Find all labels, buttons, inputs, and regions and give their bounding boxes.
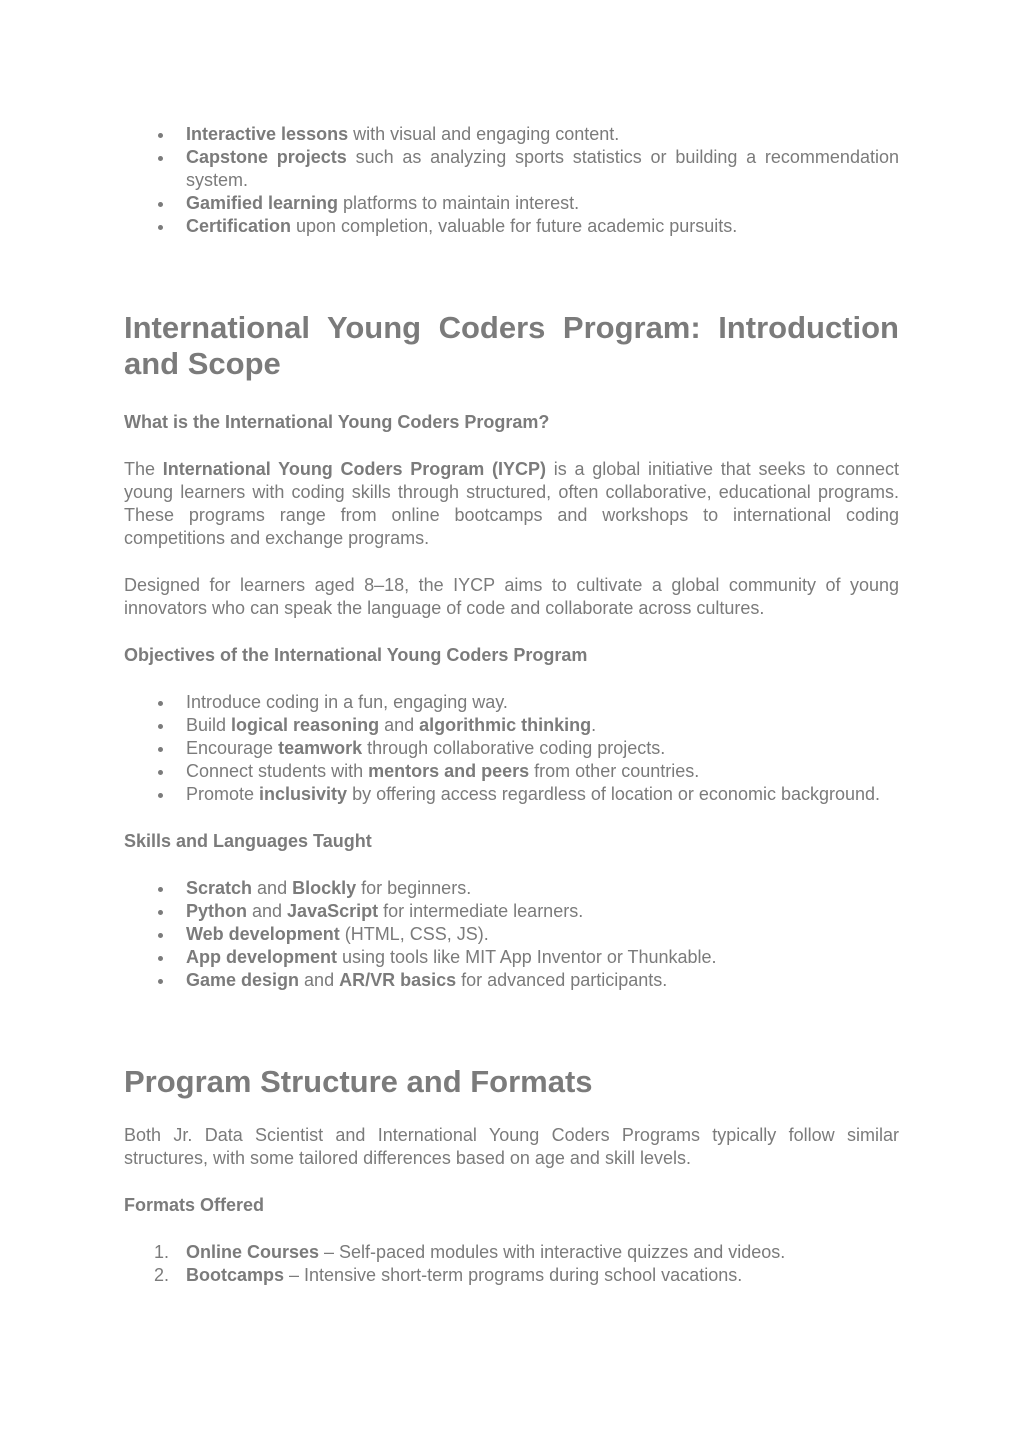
bullet-icon (158, 956, 163, 961)
bullet-icon (158, 770, 163, 775)
list-item: App development using tools like MIT App Inventor or Thunkable. (124, 946, 899, 969)
list-item: Certification upon completion, valuable for future academic pursuits. (124, 215, 899, 238)
bullet-icon (158, 910, 163, 915)
subheading-what-is-iycp: What is the International Young Coders Program? (124, 412, 550, 432)
subheading-objectives: Objectives of the International Young Coders Program (124, 645, 588, 665)
list-item: 1. Online Courses – Self-paced modules with interactive quizzes and videos. (154, 1242, 786, 1262)
bullet-icon (158, 979, 163, 984)
paragraph-structure: Both Jr. Data Scientist and International Young Coders Programs typically follow similar structures, with some tailored differences based on age and skill levels. (124, 1125, 899, 1168)
bullet-icon (158, 202, 163, 207)
bullet-icon (158, 701, 163, 706)
list-item: Gamified learning platforms to maintain interest. (124, 192, 899, 215)
bullet-icon (158, 225, 163, 230)
document-page (124, 120, 899, 1287)
bullet-icon (158, 747, 163, 752)
list-item: Interactive lessons with visual and engaging content. (124, 123, 899, 146)
subheading-skills: Skills and Languages Taught (124, 831, 372, 851)
list-item: 2. Bootcamps – Intensive short-term programs during school vacations. (154, 1265, 743, 1285)
objectives-list (124, 691, 899, 806)
list-item: Game design and AR/VR basics for advanced participants. (124, 969, 899, 992)
skills-list (124, 877, 899, 992)
paragraph-iycp-audience: Designed for learners aged 8–18, the IYCP aims to cultivate a global community of young innovators who can speak the language of code and collaborate across cultures. (124, 575, 899, 618)
subheading-formats: Formats Offered (124, 1195, 265, 1215)
list-item: Encourage teamwork through collaborative coding projects. (124, 737, 899, 760)
list-item: Capstone projects such as analyzing sports statistics or building a recommendation system. (124, 146, 899, 192)
formats-list (124, 1241, 899, 1287)
list-item: Introduce coding in a fun, engaging way. (124, 691, 899, 714)
list-item: Promote inclusivity by offering access regardless of location or economic background. (124, 783, 899, 806)
bullet-icon (158, 793, 163, 798)
section-heading-structure: Program Structure and Formats (124, 1064, 593, 1099)
bullet-icon (158, 133, 163, 138)
features-list (124, 123, 899, 238)
list-item: Python and JavaScript for intermediate learners. (124, 900, 899, 923)
list-item: Build logical reasoning and algorithmic thinking. (124, 714, 899, 737)
bullet-icon (158, 933, 163, 938)
list-item: Connect students with mentors and peers from other countries. (124, 760, 899, 783)
bullet-icon (158, 156, 163, 161)
bullet-icon (158, 887, 163, 892)
section-heading-iycp: International Young Coders Program: Introduction and Scope (124, 310, 899, 381)
list-item: Web development (HTML, CSS, JS). (124, 923, 899, 946)
list-item: Scratch and Blockly for beginners. (124, 877, 899, 900)
bullet-icon (158, 724, 163, 729)
paragraph-iycp-intro: The International Young Coders Program (IYCP) is a global initiative that seeks to connect young learners with coding skills through structured, often collaborative, educational programs. These programs range from online bootcamps and workshops to international coding competitions and exchange programs. (124, 459, 899, 548)
